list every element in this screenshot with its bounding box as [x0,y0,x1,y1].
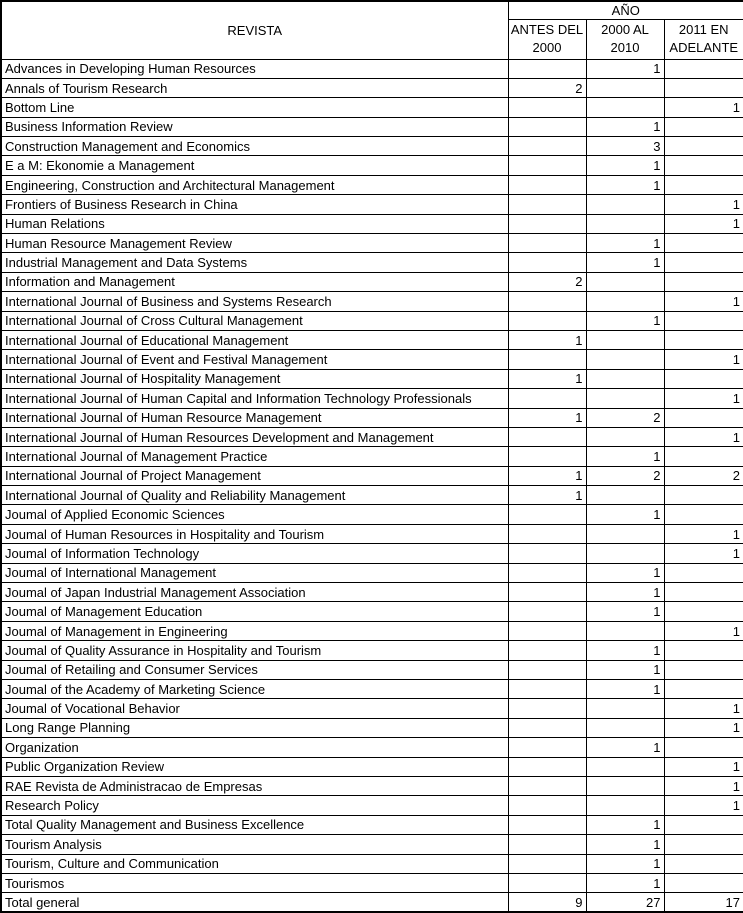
journal-name-cell: Engineering, Construction and Architectural Management [1,175,508,194]
table-header [1,1,743,59]
table-row [1,486,743,505]
count-cell [664,78,743,97]
table-row [1,738,743,757]
table-row [1,466,743,485]
count-cell [508,447,586,466]
count-cell [664,486,743,505]
journal-name-cell: Joumal of Human Resources in Hospitality and Tourism [1,524,508,543]
table-row [1,835,743,854]
journal-name-cell: E a M: Ekonomie a Management [1,156,508,175]
count-cell: 1 [664,524,743,543]
total-label: Total general [1,893,508,912]
count-cell [586,544,664,563]
count-cell [664,505,743,524]
count-cell [664,59,743,78]
count-cell [664,583,743,602]
journal-name-cell: Joumal of Management in Engineering [1,621,508,640]
journal-name-cell: Human Resource Management Review [1,234,508,253]
count-cell: 1 [664,350,743,369]
journal-name-cell: International Journal of Hospitality Management [1,369,508,388]
table-row [1,505,743,524]
count-cell [508,835,586,854]
count-cell [664,680,743,699]
count-cell [664,738,743,757]
count-cell: 2 [508,78,586,97]
count-cell [664,563,743,582]
journal-name-cell: Tourism Analysis [1,835,508,854]
count-cell: 1 [586,854,664,873]
count-cell [508,214,586,233]
count-cell [586,389,664,408]
table-row [1,757,743,776]
count-cell: 1 [508,408,586,427]
count-cell [664,311,743,330]
count-cell [586,699,664,718]
count-cell [508,796,586,815]
table-row [1,330,743,349]
count-cell [508,641,586,660]
count-cell: 1 [586,59,664,78]
journal-name-cell: International Journal of Human Resource Management [1,408,508,427]
journal-name-cell: International Journal of Cross Cultural Management [1,311,508,330]
count-cell [664,602,743,621]
table-row [1,621,743,640]
count-cell [586,272,664,291]
count-cell [586,621,664,640]
table-row [1,776,743,795]
count-cell [664,117,743,136]
table-row [1,641,743,660]
journal-name-cell: Joumal of Quality Assurance in Hospitality and Tourism [1,641,508,660]
count-cell [664,137,743,156]
count-cell: 1 [664,98,743,117]
count-cell [664,253,743,272]
count-cell: 1 [586,234,664,253]
count-cell [664,272,743,291]
count-cell [664,234,743,253]
count-cell [664,660,743,679]
table-row [1,699,743,718]
table-row [1,796,743,815]
table-row [1,272,743,291]
count-cell [664,815,743,834]
journal-name-cell: Public Organization Review [1,757,508,776]
count-cell: 1 [586,815,664,834]
journal-name-cell: Long Range Planning [1,718,508,737]
count-cell [586,330,664,349]
journal-name-cell: Annals of Tourism Research [1,78,508,97]
count-cell [586,757,664,776]
table-row [1,59,743,78]
count-cell [586,486,664,505]
table-row [1,718,743,737]
count-cell: 1 [508,330,586,349]
table-row [1,524,743,543]
journal-name-cell: Total Quality Management and Business Excellence [1,815,508,834]
count-cell [508,98,586,117]
journal-name-cell: Human Relations [1,214,508,233]
table-row [1,350,743,369]
journal-name-cell: Business Information Review [1,117,508,136]
count-cell: 1 [664,292,743,311]
count-cell [586,776,664,795]
count-cell: 1 [664,389,743,408]
count-cell [508,156,586,175]
count-cell [508,699,586,718]
journal-name-cell: RAE Revista de Administracao de Empresas [1,776,508,795]
count-cell [508,524,586,543]
count-cell: 1 [586,563,664,582]
count-cell: 1 [664,776,743,795]
table-row [1,680,743,699]
count-cell [508,815,586,834]
table-row [1,854,743,873]
count-cell: 1 [664,718,743,737]
journal-name-cell: Joumal of Vocational Behavior [1,699,508,718]
count-cell [664,175,743,194]
count-cell [586,350,664,369]
journal-name-cell: Information and Management [1,272,508,291]
table-row [1,408,743,427]
journal-name-cell: International Journal of Quality and Reliability Management [1,486,508,505]
count-cell: 1 [664,621,743,640]
count-cell [508,680,586,699]
journal-name-cell: Joumal of International Management [1,563,508,582]
count-cell [664,369,743,388]
journal-name-cell: Tourismos [1,873,508,892]
journal-name-cell: Advances in Developing Human Resources [1,59,508,78]
table-row [1,311,743,330]
journal-name-cell: International Journal of Human Resources Development and Management [1,427,508,446]
count-cell: 1 [586,680,664,699]
table-row [1,292,743,311]
count-cell: 1 [508,466,586,485]
column-header-2000-al-2010: 2000 AL 2010 [586,19,664,59]
count-cell [508,311,586,330]
count-cell [586,195,664,214]
count-cell: 1 [586,253,664,272]
count-cell [508,718,586,737]
table-row [1,253,743,272]
count-cell: 1 [586,117,664,136]
count-cell [508,583,586,602]
count-cell [508,137,586,156]
total-row [1,893,743,912]
journal-name-cell: Research Policy [1,796,508,815]
table-row [1,98,743,117]
journal-name-cell: Joumal of Information Technology [1,544,508,563]
count-cell [664,330,743,349]
count-cell [508,350,586,369]
count-cell [508,757,586,776]
journal-name-cell: Frontiers of Business Research in China [1,195,508,214]
count-cell: 1 [586,311,664,330]
journal-name-cell: International Journal of Business and Systems Research [1,292,508,311]
count-cell: 1 [586,175,664,194]
table-row [1,427,743,446]
count-cell [508,776,586,795]
count-cell: 9 [508,893,586,912]
count-cell [508,854,586,873]
table-body [1,59,743,912]
journal-name-cell: Joumal of the Academy of Marketing Science [1,680,508,699]
count-cell [508,563,586,582]
count-cell: 1 [664,427,743,446]
table-row [1,583,743,602]
count-cell [664,408,743,427]
count-cell: 1 [664,796,743,815]
journal-name-cell: Joumal of Applied Economic Sciences [1,505,508,524]
count-cell [664,835,743,854]
journal-name-cell: Joumal of Retailing and Consumer Services [1,660,508,679]
count-cell: 1 [664,214,743,233]
count-cell [586,78,664,97]
journal-name-cell: Tourism, Culture and Communication [1,854,508,873]
table-row [1,389,743,408]
count-cell: 1 [664,757,743,776]
journal-name-cell: Bottom Line [1,98,508,117]
count-cell: 3 [586,137,664,156]
count-cell: 1 [586,738,664,757]
table-row [1,175,743,194]
journal-name-cell: International Journal of Event and Festival Management [1,350,508,369]
table-row [1,815,743,834]
count-cell [508,234,586,253]
count-cell: 1 [508,369,586,388]
count-cell [586,796,664,815]
table-row [1,873,743,892]
count-cell [508,292,586,311]
count-cell [664,854,743,873]
journal-name-cell: International Journal of Human Capital and Information Technology Professionals [1,389,508,408]
count-cell [664,873,743,892]
count-cell: 1 [664,699,743,718]
count-cell [508,175,586,194]
count-cell [508,873,586,892]
journal-name-cell: Joumal of Management Education [1,602,508,621]
count-cell: 17 [664,893,743,912]
count-cell: 1 [586,583,664,602]
count-cell: 1 [586,156,664,175]
count-cell [586,369,664,388]
table-row [1,214,743,233]
journal-name-cell: Industrial Management and Data Systems [1,253,508,272]
table-row [1,544,743,563]
count-cell: 27 [586,893,664,912]
count-cell: 2 [508,272,586,291]
table-row [1,78,743,97]
count-cell [508,660,586,679]
count-cell [586,214,664,233]
count-cell: 1 [586,602,664,621]
count-cell: 1 [586,505,664,524]
table-row [1,117,743,136]
count-cell: 1 [664,195,743,214]
count-cell [508,59,586,78]
count-cell: 1 [508,486,586,505]
count-cell [508,195,586,214]
table-row [1,602,743,621]
count-cell: 1 [664,544,743,563]
count-cell: 1 [586,641,664,660]
journal-name-cell: International Journal of Educational Management [1,330,508,349]
table-row [1,137,743,156]
count-cell [586,98,664,117]
journal-name-cell: International Journal of Project Management [1,466,508,485]
count-cell: 1 [586,873,664,892]
count-cell [508,544,586,563]
column-header-ano: AÑO [508,1,743,19]
table-row [1,156,743,175]
count-cell: 1 [586,447,664,466]
journal-name-cell: International Journal of Management Practice [1,447,508,466]
count-cell [664,156,743,175]
column-header-2011-en-adelante: 2011 EN ADELANTE [664,19,743,59]
table-row [1,369,743,388]
table-row [1,447,743,466]
column-header-revista: REVISTA [1,1,508,59]
count-cell [586,524,664,543]
count-cell [508,389,586,408]
table-row [1,563,743,582]
count-cell [508,117,586,136]
count-cell: 2 [586,408,664,427]
journal-name-cell: Construction Management and Economics [1,137,508,156]
count-cell: 2 [664,466,743,485]
count-cell: 1 [586,835,664,854]
count-cell [586,292,664,311]
count-cell [508,602,586,621]
table-row [1,660,743,679]
count-cell [508,505,586,524]
table-row [1,234,743,253]
count-cell [586,427,664,446]
table-row [1,195,743,214]
count-cell: 2 [586,466,664,485]
count-cell [664,641,743,660]
journal-name-cell: Organization [1,738,508,757]
column-header-antes-del-2000: ANTES DEL 2000 [508,19,586,59]
count-cell [664,447,743,466]
header-row-top [1,1,743,19]
count-cell [508,738,586,757]
count-cell: 1 [586,660,664,679]
journal-name-cell: Joumal of Japan Industrial Management Association [1,583,508,602]
count-cell [508,253,586,272]
count-cell [508,427,586,446]
count-cell [586,718,664,737]
count-cell [508,621,586,640]
